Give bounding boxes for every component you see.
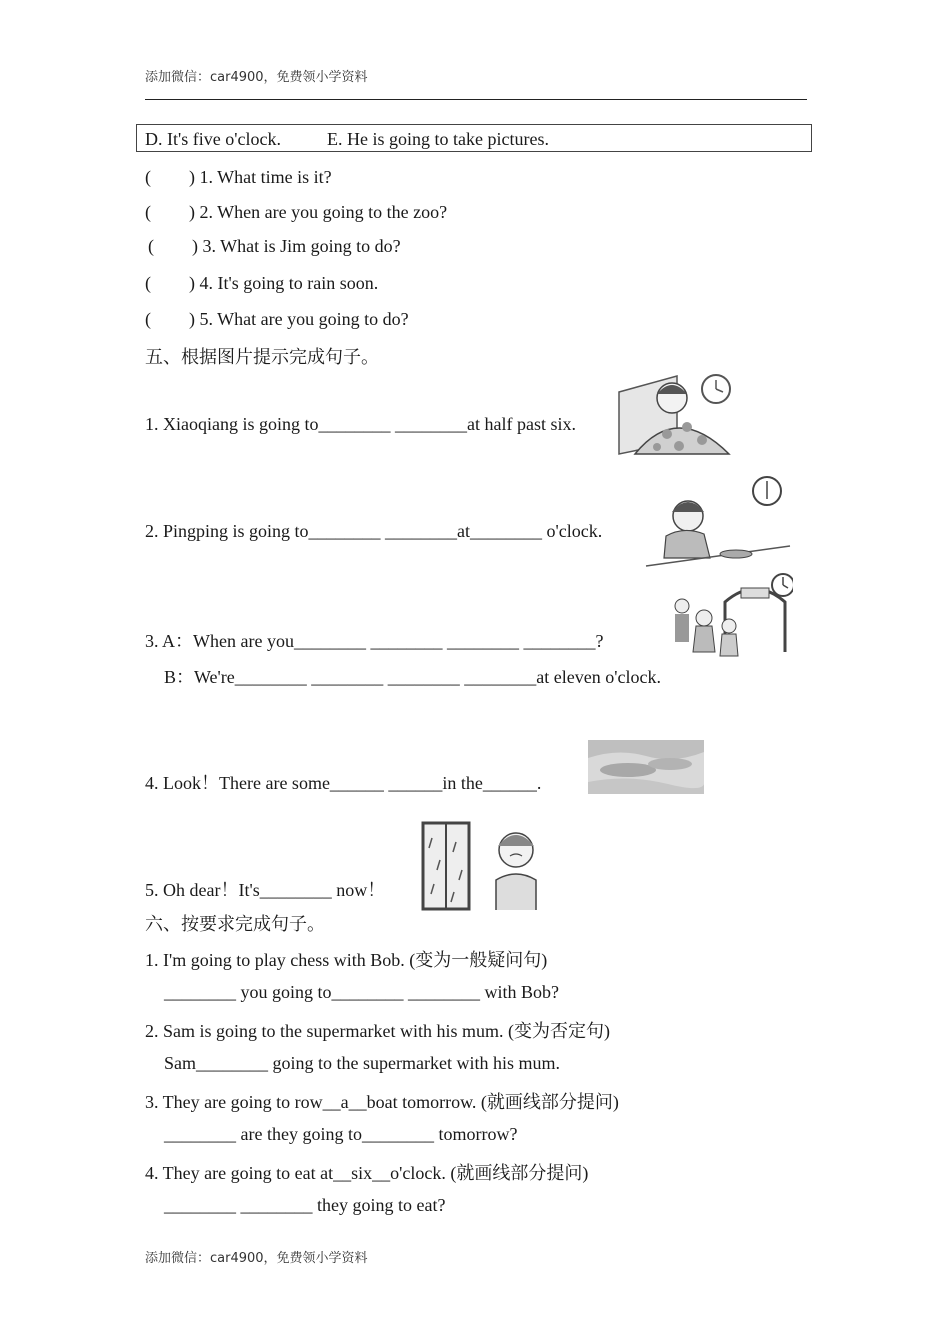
answer-line[interactable]: ________ you going to________ ________ with Bob? [164,982,559,1002]
answer-line[interactable]: ________ are they going to________ tomorrow? [164,1124,518,1144]
family-at-zoo-gate-picture [667,572,793,680]
fill-sentence-3a: 3. A：When are you________ ________ ________ ________? [145,631,604,651]
page-header: 添加微信：car4900，免费领小学资料 [145,70,368,85]
match-question: ( ) 3. What is Jim going to do? [148,236,401,256]
fill-sentence-4: 4. Look！There are some______ ______in the______. [145,773,542,793]
transform-question: 1. I'm going to play chess with Bob. (变为一般疑问句) [145,950,548,970]
option-d: D. It's five o'clock. [145,129,281,149]
match-question: ( ) 2. When are you going to the zoo? [145,202,448,222]
answer-line[interactable]: ________ ________ they going to eat? [164,1195,446,1215]
transform-question: 2. Sam is going to the supermarket with his mum. (变为否定句) [145,1021,610,1041]
answer-paren-open[interactable]: ( [145,273,151,293]
section6-title: 六、按要求完成句子。 [145,914,325,935]
match-question: ( ) 1. What time is it? [145,167,332,187]
boy-waking-in-bed-picture [617,372,733,456]
match-question: ( ) 5. What are you going to do? [145,309,409,329]
answer-paren-open[interactable]: ( [145,309,151,329]
fill-sentence-1: 1. Xiaoqiang is going to________ ________at half past six. [145,414,576,434]
option-e: E. He is going to take pictures. [327,129,549,149]
transform-question: 4. They are going to eat at__six__o'clock. (就画线部分提问) [145,1163,589,1183]
clouds-sky-picture [588,740,704,794]
section5-title: 五、根据图片提示完成句子。 [145,347,379,368]
match-question: ( ) 4. It's going to rain soon. [145,273,379,293]
fill-sentence-3b: B：We're________ ________ ________ ________at eleven o'clock. [164,667,661,687]
transform-question: 3. They are going to row__a__boat tomorrow. (就画线部分提问) [145,1092,619,1112]
girl-brushing-teeth-picture [644,474,792,570]
answer-paren-open[interactable]: ( [145,167,151,187]
rainy-window-sad-boy-picture [420,820,544,912]
fill-sentence-2: 2. Pingping is going to________ ________at________ o'clock. [145,521,603,541]
header-divider [145,99,807,100]
fill-sentence-5: 5. Oh dear！It's________ now！ [145,880,386,900]
answer-paren-open[interactable]: ( [145,202,151,222]
answer-line[interactable]: Sam________ going to the supermarket with his mum. [164,1053,560,1073]
page-footer: 添加微信：car4900，免费领小学资料 [145,1251,368,1266]
answer-paren-open[interactable]: ( [148,236,154,256]
